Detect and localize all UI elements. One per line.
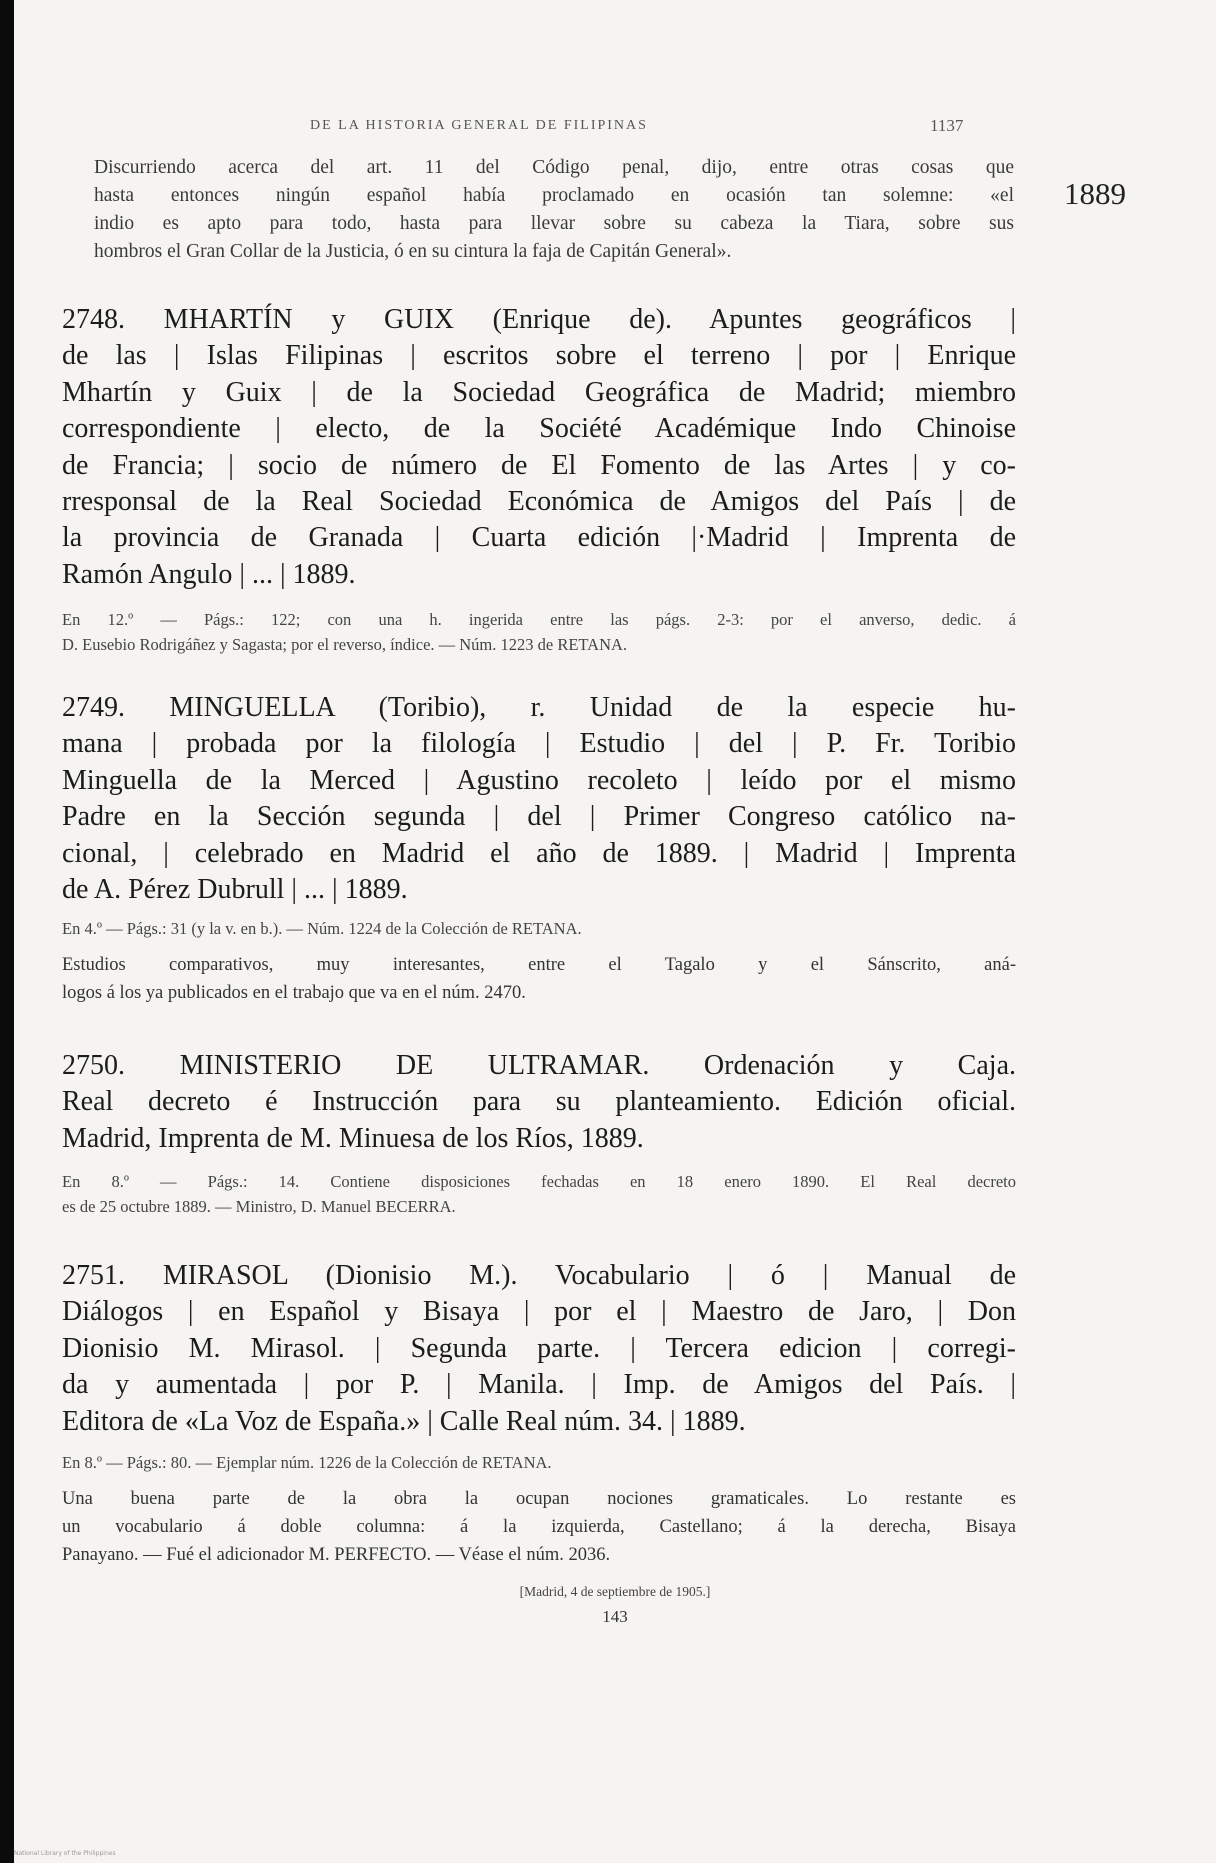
entry-2748 — [62, 302, 1016, 657]
entry-line: Mhartín y Guix | de la Sociedad Geográfica de Madrid; miembro — [62, 376, 1016, 408]
entry-title — [62, 1048, 1016, 1157]
intro-line: indio es apto para todo, hasta para llevar sobre su cabeza la Tiara, sobre sus — [94, 213, 1014, 234]
entry-comment: Panayano. — Fué el adicionador M. PERFECTO. — Véase el núm. 2036. — [62, 1544, 611, 1565]
entry-line: Editora de «La Voz de España.» | Calle Real núm. 34. | 1889. — [62, 1405, 746, 1437]
source-watermark: National Library of the Philippines — [14, 1850, 116, 1857]
entry-line: Diálogos | en Español y Bisaya | por el | Maestro de Jaro, | Don — [62, 1296, 1016, 1328]
signature-mark: 143 — [602, 1607, 628, 1626]
entry-line: de A. Pérez Dubrull | ... | 1889. — [62, 873, 408, 905]
entry-line: Dionisio M. Mirasol. | Segunda parte. | Tercera edicion | corregi- — [62, 1332, 1016, 1364]
entry-comment: un vocabulario á doble columna: á la izquierda, Castellano; á la derecha, Bisaya — [62, 1516, 1016, 1537]
entry-note: En 12.º — Págs.: 122; con una h. ingerida entre las págs. 2-3: por el anverso, dedic. á — [62, 610, 1016, 630]
intro-line: hombros el Gran Collar de la Justicia, ó en su cintura la faja de Capitán General». — [94, 241, 732, 262]
entry-note: En 8.º — Págs.: 14. Contiene disposiciones fechadas en 18 enero 1890. El Real decreto — [62, 1172, 1016, 1192]
entry-line: Madrid, Imprenta de M. Minuesa de los Ríos, 1889. — [62, 1122, 644, 1154]
entry-note: En 8.º — Págs.: 80. — Ejemplar núm. 1226 de la Colección de RETANA. — [62, 1452, 552, 1472]
entry-line: correspondiente | electo, de la Société Académique Indo Chinoise — [62, 413, 1016, 445]
entry-comment: logos á los ya publicados en el trabajo que va en el núm. 2470. — [62, 983, 526, 1004]
entry-2751 — [62, 1258, 1016, 1569]
entry-line: 2749. MINGUELLA (Toribio), r. Unidad de la especie hu- — [62, 692, 1016, 723]
entry-comment: Una buena parte de la obra la ocupan nociones gramaticales. Lo restante es — [62, 1488, 1016, 1509]
entry-title — [62, 302, 1016, 593]
entry-note: D. Eusebio Rodrigáñez y Sagasta; por el reverso, índice. — Núm. 1223 de RETANA. — [62, 635, 628, 655]
entry-2749 — [62, 690, 1016, 1007]
entry-comment: Estudios comparativos, muy interesantes, entre el Tagalo y el Sánscrito, aná- — [62, 955, 1016, 976]
book-page — [14, 0, 1216, 1863]
intro-line: hasta entonces ningún español había proclamado en ocasión tan solemne: «el — [94, 185, 1014, 206]
intro-line: Discurriendo acerca del art. 11 del Código penal, dijo, entre otras cosas que — [94, 157, 1014, 178]
entry-line: de las | Islas Filipinas | escritos sobre el terreno | por | Enrique — [62, 340, 1016, 372]
entry-line: rresponsal de la Real Sociedad Económica de Amigos del País | de — [62, 485, 1016, 517]
entry-line: 2751. MIRASOL (Dionisio M.). Vocabulario | ó | Manual de — [62, 1260, 1016, 1291]
intro-paragraph — [94, 154, 1014, 266]
entry-line: la provincia de Granada | Cuarta edición |·Madrid | Imprenta de — [62, 522, 1016, 554]
entry-line: 2750. MINISTERIO DE ULTRAMAR. Ordenación y Caja. — [62, 1050, 1016, 1081]
entry-note: En 4.º — Págs.: 31 (y la v. en b.). — Núm. 1224 de la Colección de RETANA. — [62, 919, 582, 939]
entry-line: 2748. MHARTÍN y GUIX (Enrique de). Apuntes geográficos | — [62, 304, 1016, 335]
running-head: DE LA HISTORIA GENERAL DE FILIPINAS — [310, 118, 648, 133]
entry-line: Minguella de la Merced | Agustino recoleto | leído por el mismo — [62, 764, 1016, 796]
entry-line: Ramón Angulo | ... | 1889. — [62, 558, 356, 590]
entry-line: mana | probada por la filología | Estudio | del | P. Fr. Toribio — [62, 728, 1016, 760]
entry-line: cional, | celebrado en Madrid el año de 1889. | Madrid | Imprenta — [62, 837, 1016, 869]
colophon: [Madrid, 4 de septiembre de 1905.] — [519, 1584, 711, 1599]
entry-line: da y aumentada | por P. | Manila. | Imp. de Amigos del País. | — [62, 1369, 1016, 1401]
entry-line: Real decreto é Instrucción para su planteamiento. Edición oficial. — [62, 1086, 1016, 1118]
page-number: 1137 — [930, 116, 964, 135]
entry-2750 — [62, 1048, 1016, 1219]
entry-title — [62, 1258, 1016, 1440]
entry-note: es de 25 octubre 1889. — Ministro, D. Manuel BECERRA. — [62, 1197, 456, 1217]
margin-year: 1889 — [1064, 176, 1126, 211]
entry-line: de Francia; | socio de número de El Fomento de las Artes | y co- — [62, 449, 1016, 481]
entry-line: Padre en la Sección segunda | del | Primer Congreso católico na- — [62, 801, 1016, 833]
entry-title — [62, 690, 1016, 908]
